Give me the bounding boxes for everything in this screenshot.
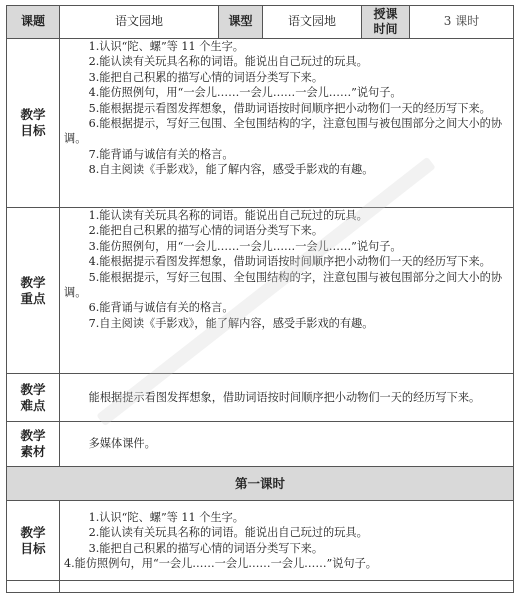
- key-point-item: 6.能背诵与诚信有关的格言。: [88, 301, 234, 315]
- key-point-item: 7.自主阅读《手影戏》，能了解内容，感受手影戏的有趣。: [88, 316, 374, 330]
- key-point-item: 4.能根据提示看图发挥想象，借助词语按时间顺序把小动物们一天的经历写下来。: [88, 255, 491, 269]
- objectives-row: [7, 39, 514, 208]
- key-point-item: 2.能把自己积累的描写心情的词语分类写下来。: [88, 224, 324, 238]
- first-lesson-objective-item: 1.认识“陀、螺”等 11 个生字。: [88, 510, 244, 524]
- header-row: [7, 6, 514, 39]
- objective-item: 2.能认读有关玩具名称的词语。能说出自己玩过的玩具。: [88, 55, 368, 69]
- objective-item: 8.自主阅读《手影戏》，能了解内容，感受手影戏的有趣。: [88, 163, 374, 177]
- type-value: 语文园地: [263, 6, 362, 39]
- difficulty-content: [60, 374, 514, 422]
- first-lesson-objective-item: 2.能认读有关玩具名称的词语。能说出自己玩过的玩具。: [88, 526, 368, 540]
- first-lesson-objective-item: 3.能把自己积累的描写心情的词语分类写下来。: [88, 541, 324, 555]
- key-point-item: 1.能认读有关玩具名称的词语。能说出自己玩过的玩具。: [88, 209, 368, 222]
- difficulty-text: 能根据提示看图发挥想象，借助词语按时间顺序把小动物们一天的经历写下来。: [88, 390, 481, 404]
- objective-item: 1.认识“陀、螺”等 11 个生字。: [88, 40, 244, 53]
- first-lesson-objectives-row: [7, 501, 514, 581]
- first-lesson-objectives-content: [60, 501, 514, 581]
- difficulty-row: [7, 374, 514, 422]
- objective-item: 5.能根据提示看图发挥想象，借助词语按时间顺序把小动物们一天的经历写下来。: [88, 101, 491, 115]
- objective-item: 7.能背诵与诚信有关的格言。: [88, 147, 234, 161]
- first-lesson-header-row: [7, 467, 514, 501]
- key-point-item: 3.能仿照例句，用“一会儿……一会儿……一会儿……”说句子。: [88, 239, 402, 253]
- first-lesson-objective-item: 4.能仿照例句，用“一会儿……一会儿……一会儿……”说句子。: [64, 556, 377, 570]
- materials-label: 教学 素材: [7, 422, 60, 467]
- objective-item: 3.能把自己积累的描写心情的词语分类写下来。: [88, 70, 324, 84]
- materials-text: 多媒体课件。: [88, 437, 156, 451]
- materials-content: [60, 422, 514, 467]
- topic-label: 课题: [7, 6, 60, 39]
- topic-value: 语文园地: [60, 6, 219, 39]
- time-value: 3 课时: [410, 6, 514, 39]
- difficulty-label: 教学 难点: [7, 374, 60, 422]
- key-points-row: [7, 208, 514, 374]
- objective-item: 4.能仿照例句，用“一会儿……一会儿……一会儿……”说句子。: [88, 86, 402, 100]
- key-points-content: [60, 208, 514, 374]
- time-label: 授课 时间: [362, 6, 410, 39]
- objectives-content: [60, 39, 514, 208]
- key-point-item: 5.能根据提示，写好三包围、全包围结构的字，注意包围与被包围部分之间大小的协调。: [64, 270, 503, 300]
- lesson-plan-table: [6, 5, 514, 593]
- first-lesson-objectives-label: 教学 目标: [7, 501, 60, 581]
- type-label: 课型: [219, 6, 263, 39]
- objectives-label: 教学 目标: [7, 39, 60, 208]
- objective-item: 6.能根据提示，写好三包围、全包围结构的字，注意包围与被包围部分之间大小的协调。: [64, 117, 503, 146]
- first-lesson-title: 第一课时: [7, 467, 514, 501]
- key-points-label: 教学 重点: [7, 208, 60, 374]
- materials-row: [7, 422, 514, 467]
